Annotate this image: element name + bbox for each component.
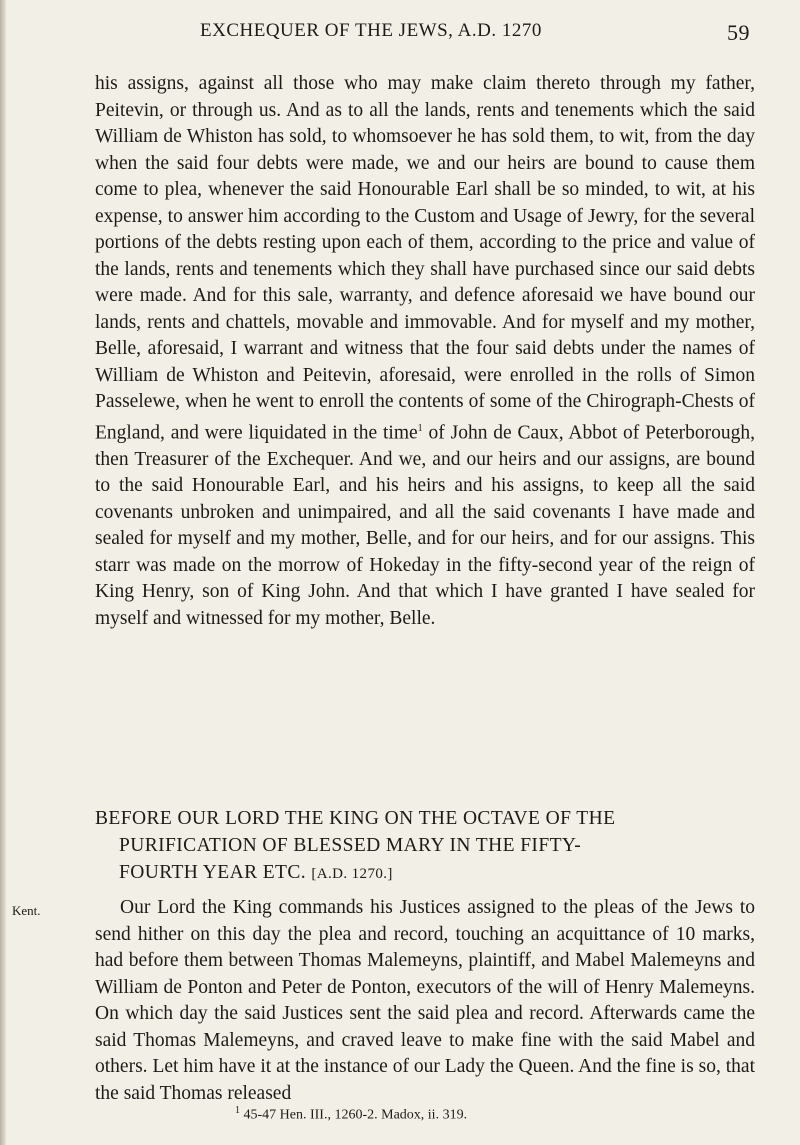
heading-line-1: BEFORE OUR LORD THE KING ON THE OCTAVE OF THE (95, 808, 616, 829)
running-title: EXCHEQUER OF THE JEWS, A.D. 1270 (200, 20, 542, 41)
entry-paragraph: Our Lord the King commands his Justices assigned to the pleas of the Jews to send hither on this day the plea and record, touching an acquittance of 10 marks, had before them between Thomas Malemeyns, plaintiff, and Mabel Malemeyns and William de Ponton and Peter de Ponton, executors of the will of Henry Malemeyns. On which day the said Justices sent the said plea and record. Afterwards came the said Thomas Malemeyns, and craved leave to make fine with the said Mabel and others. Let him have it at the instance of our Lady the Queen. And the fine is so, that the said Thomas released (95, 897, 755, 1104)
continued-paragraph (95, 71, 755, 632)
heading-line-3 (95, 859, 755, 888)
paragraph-text-end: of John de Caux, Abbot of Peterborough, then Treasurer of the Exchequer. And we, and our heirs and our assigns, are bound to the said Honourable Earl, and his heirs and his assigns, to keep all the said covenants unbroken and unimpaired, and all the said covenants I have made and sealed for myself and my mother, Belle, and for our heirs, and for our assigns. This starr was made on the morrow of Hokeday in the fifty-second year of the reign of King Henry, son of King John. And that which I have granted I have sealed for myself and witnessed for my mother, Belle. (95, 422, 755, 629)
section-heading (95, 805, 755, 888)
date-note: [A.D. 1270.] (311, 866, 393, 882)
footnote-text: 45-47 Hen. III., 1260-2. Madox, ii. 319. (240, 1107, 468, 1123)
page-number: 59 (727, 20, 750, 45)
footnote-reference[interactable]: 1 (417, 422, 423, 434)
paragraph-text-start: his assigns, against all those who may make claim thereto through my father, Peitevin, or through us. And as to all the lands, rents and tenements which the said William de Whiston has sold, to whomsoever he has sold them, to wit, from the day when the said four debts were made, we and our heirs are bound to cause them come to plea, whenever the said Honourable Earl shall be so minded, to wit, at his expense, to answer him according to the Custom and Usage of Jewry, for the several portions of the debts resting upon each of them, according to the price and value of the lands, rents and tenements which they shall have purchased since our said debts were made. And for this sale, warranty, and defence aforesaid we have bound our lands, rents and chattels, movable and immovable. And for myself and my mother, Belle, aforesaid, I warrant and witness that the four said debts under the names of William de Whiston and Peitevin, aforesaid, were enrolled in the rolls of Simon Passelewe, when he went to enroll the contents of some of the Chirograph-Chests of England, and were liquidated in the time (95, 73, 755, 443)
footnote (235, 1105, 467, 1124)
margin-note-county: Kent. (12, 903, 41, 918)
footnote-marker: 1 (235, 1105, 240, 1116)
page-binding-edge (0, 0, 6, 1145)
heading-line-2: PURIFICATION OF BLESSED MARY IN THE FIFTY- (119, 835, 582, 856)
heading-line-3-text: FOURTH YEAR ETC. (119, 862, 307, 883)
